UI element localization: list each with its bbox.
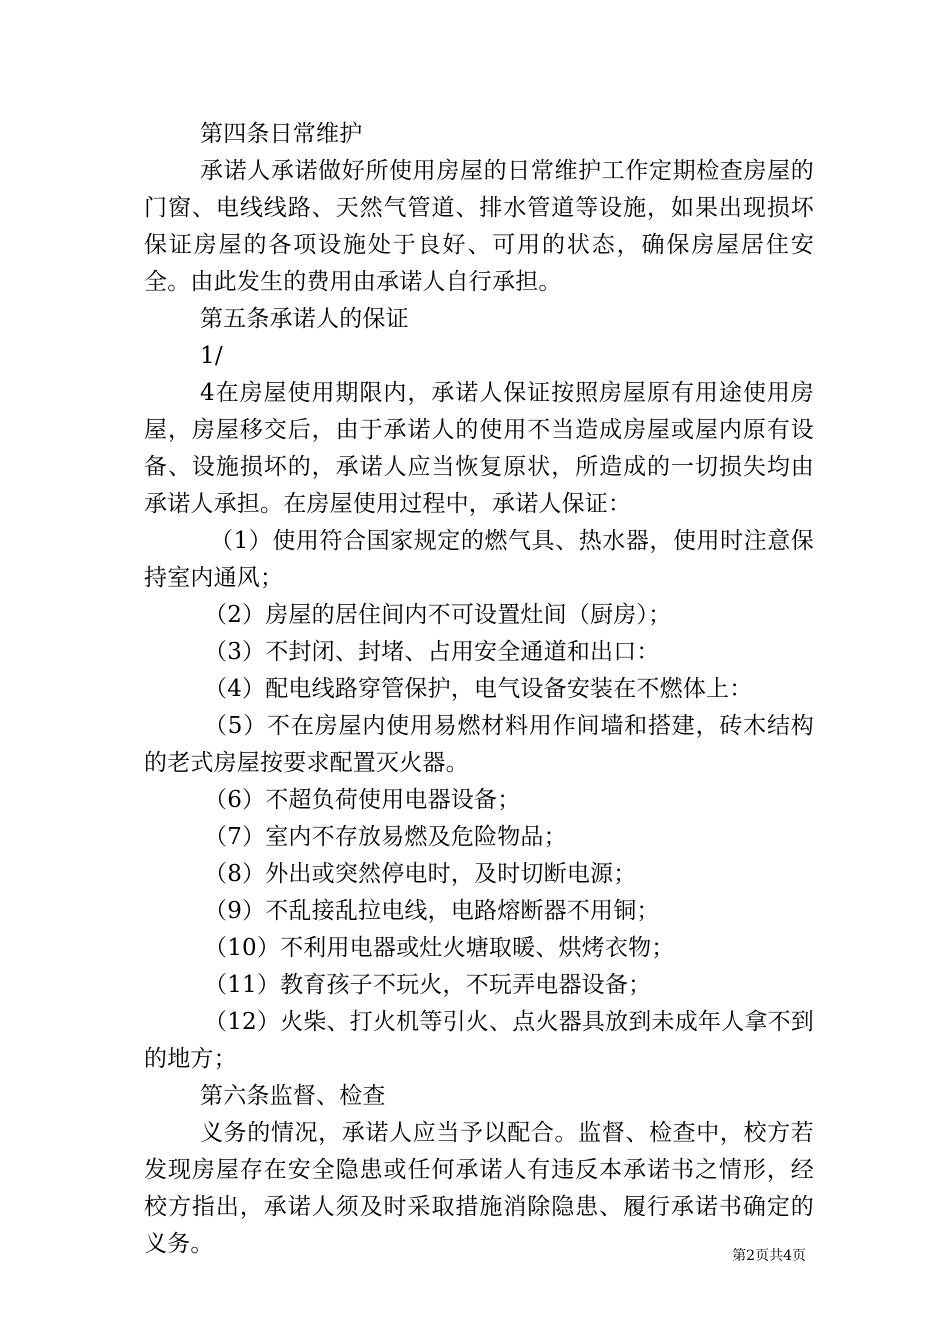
page-marker: 1/: [200, 343, 223, 369]
list-item-8: （8）外出或突然停电时，及时切断电源；: [204, 861, 637, 887]
list-item-5: （5）不在房屋内使用易燃材料用作间墙和搭建，砖木结构的老式房屋按要求配置灭火器。: [144, 713, 814, 776]
article-5-body: 4在房屋使用期限内，承诺人保证按照房屋原有用途使用房屋，房屋移交后，由于承诺人的使用不当造成房屋或屋内原有设备、设施损坏的，承诺人应当恢复原状，所造成的一切损失均由承诺人承担。在房屋使用过程中，承诺人保证：: [144, 380, 814, 517]
article-4-body: 承诺人承诺做好所使用房屋的日常维护工作定期检查房屋的门窗、电线线路、天然气管道、排水管道等设施，如果出现损坏保证房屋的各项设施处于良好、可用的状态，确保房屋居住安全。由此发生的费用由承诺人自行承担。: [144, 158, 814, 295]
article-6-body: 义务的情况，承诺人应当予以配合。监督、检查中，校方若发现房屋存在安全隐患或任何承诺人有违反本承诺书之情形，经校方指出，承诺人须及时采取措施消除隐患、履行承诺书确定的义务。: [144, 1120, 814, 1257]
list-item-12: （12）火柴、打火机等引火、点火器具放到未成年人拿不到的地方；: [144, 1009, 814, 1072]
list-item-9: （9）不乱接乱拉电线，电路熔断器不用铜；: [204, 898, 660, 924]
list-item-6: （6）不超负荷使用电器设备；: [204, 787, 521, 813]
document-body: [144, 116, 814, 1263]
article-5-title: 第五条承诺人的保证: [200, 306, 409, 332]
page-footer: 第2页共4页: [732, 1248, 806, 1264]
article-6-title: 第六条监督、检查: [200, 1083, 386, 1109]
list-item-10: （10）不利用电器或灶火塘取暖、烘烤衣物；: [204, 935, 675, 961]
article-4-title: 第四条日常维护: [200, 121, 363, 147]
list-item-11: （11）教育孩子不玩火，不玩弄电器设备；: [204, 972, 652, 998]
list-item-3: （3）不封闭、封堵、占用安全通道和出口：: [204, 639, 660, 665]
list-item-7: （7）室内不存放易燃及危险物品；: [204, 824, 567, 850]
list-item-2: （2）房屋的居住间内不可设置灶间（厨房）；: [204, 602, 672, 628]
list-item-1: （1）使用符合国家规定的燃气具、热水器，使用时注意保持室内通风；: [144, 528, 814, 591]
list-item-4: （4）配电线路穿管保护，电气设备安装在不燃体上：: [204, 676, 753, 702]
